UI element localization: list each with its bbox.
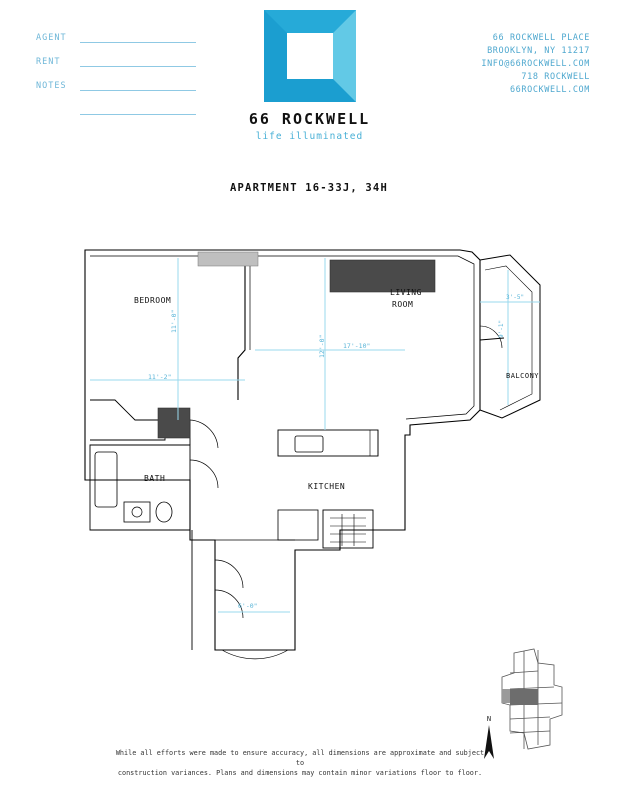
notes-write-line[interactable]	[80, 80, 196, 91]
dimension-living-depth: 12'-0"	[318, 334, 326, 358]
room-label-bedroom: BEDROOM	[134, 296, 172, 305]
agent-info-block	[36, 32, 196, 128]
dimension-living-width: 17'-10"	[343, 342, 371, 350]
dimension-bedroom-depth: 11'-0"	[170, 309, 178, 333]
floorplan-drawing	[40, 230, 580, 690]
room-label-living: LIVING	[390, 288, 422, 297]
agent-field-row[interactable]	[36, 32, 196, 43]
disclaimer-line-2: construction variances. Plans and dimensions may contain minor variations floor to floor.	[117, 769, 483, 777]
notes-write-line-2[interactable]	[80, 104, 196, 115]
brand-logo	[247, 10, 372, 142]
dimension-bedroom-width: 11'-2"	[148, 373, 172, 381]
dimension-balcony-depth: 9'-1"	[498, 319, 505, 338]
agent-write-line[interactable]	[80, 32, 196, 43]
room-label-kitchen: KITCHEN	[308, 482, 346, 491]
agent-label: AGENT	[36, 33, 67, 43]
rent-write-line[interactable]	[80, 56, 196, 67]
logo-title: 66 ROCKWELL	[248, 110, 371, 128]
contact-block	[481, 32, 590, 97]
north-label: N	[486, 715, 492, 723]
disclaimer	[110, 748, 490, 778]
notes-label: NOTES	[36, 81, 67, 91]
contact-line: 66 ROCKWELL PLACE	[492, 33, 590, 43]
contact-line[interactable]: INFO@66ROCKWELL.COM	[481, 59, 590, 69]
disclaimer-line-1: While all efforts were made to ensure accuracy, all dimensions are approximate and subject to	[115, 749, 485, 767]
notes-extra-row[interactable]	[36, 104, 196, 115]
dimension-entry-width: 6'-0"	[238, 602, 258, 610]
notes-field-row[interactable]	[36, 80, 196, 91]
contact-line: 718 ROCKWELL	[521, 72, 590, 82]
rent-label: RENT	[36, 57, 61, 67]
logo-tagline: life illuminated	[255, 131, 364, 142]
dimension-balcony-width: 3'-5"	[506, 294, 525, 301]
rent-field-row[interactable]	[36, 56, 196, 67]
room-label-living-2: ROOM	[392, 300, 414, 309]
contact-line[interactable]: 66ROCKWELL.COM	[509, 85, 590, 95]
contact-line: BROOKLYN, NY 11217	[487, 46, 590, 56]
room-label-balcony: BALCONY	[506, 372, 540, 380]
room-label-bath: BATH	[144, 474, 166, 483]
square-logo-icon	[264, 10, 356, 102]
page-title: APARTMENT 16-33J, 34H	[230, 182, 388, 194]
